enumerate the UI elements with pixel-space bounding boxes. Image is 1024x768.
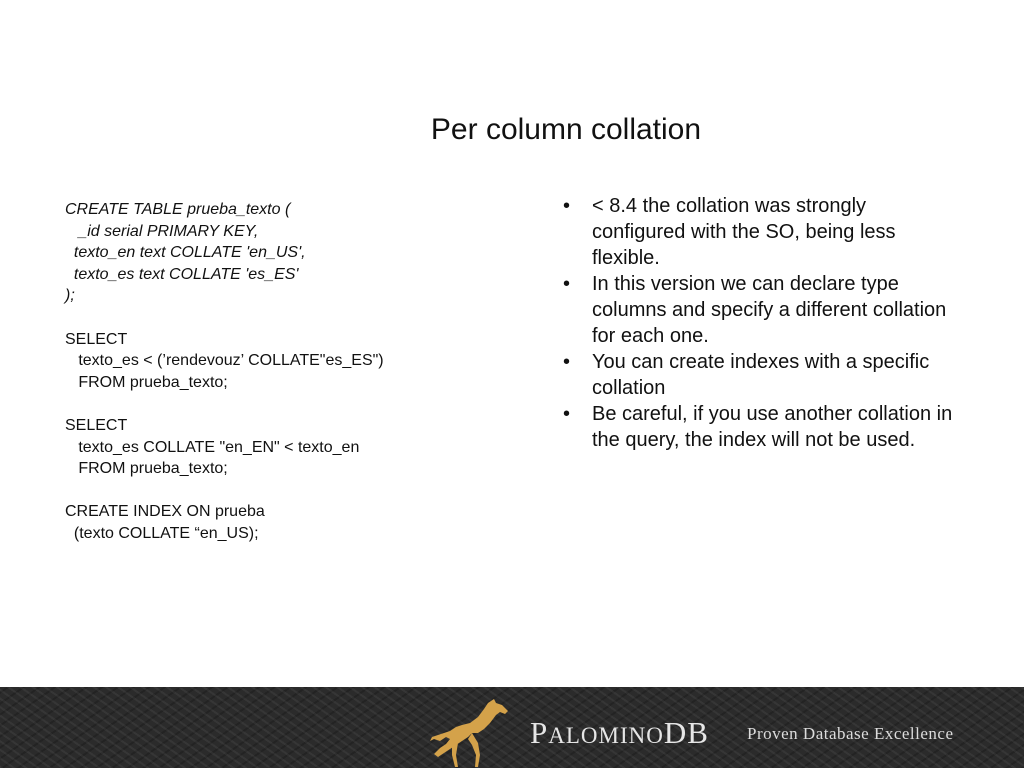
brand-tagline: Proven Database Excellence: [747, 724, 954, 743]
code-line: texto_en text COLLATE 'en_US',: [65, 244, 306, 262]
code-line: (texto COLLATE “en_US);: [65, 524, 259, 542]
bullet-item: [563, 193, 958, 271]
brand-logo-text: [530, 717, 709, 748]
brand-small-caps: ALOMINO: [548, 723, 664, 748]
code-line: texto_es text COLLATE 'es_ES': [65, 265, 299, 283]
bullet-marker: •: [563, 351, 571, 373]
code-line: [65, 480, 505, 502]
code-line: FROM prueba_texto;: [65, 373, 228, 391]
bullet-marker: •: [563, 273, 571, 295]
footer-banner: [0, 687, 1024, 768]
code-line: CREATE INDEX ON prueba: [65, 503, 265, 521]
code-line: SELECT: [65, 330, 128, 348]
bullet-text: Be careful, if you use another collation in the query, the index will not be used.: [592, 403, 953, 451]
code-line: [65, 307, 505, 329]
code-line: _id serial PRIMARY KEY,: [65, 222, 259, 240]
brand-initial: P: [530, 715, 549, 750]
code-block: [65, 199, 505, 545]
horse-icon: [428, 697, 512, 768]
code-line: SELECT: [65, 416, 128, 434]
bullet-list: [563, 193, 958, 453]
code-line: texto_es < (’rendevouz’ COLLATE"es_ES"): [65, 352, 384, 370]
code-line: FROM prueba_texto;: [65, 460, 228, 478]
code-line: CREATE TABLE prueba_texto (: [65, 201, 291, 218]
brand-suffix: DB: [663, 715, 709, 750]
code-line: );: [65, 287, 75, 305]
bullet-item: [563, 349, 958, 401]
code-line: [65, 393, 505, 415]
bullet-item: [563, 271, 958, 349]
bullet-marker: •: [563, 195, 571, 217]
bullet-item: [563, 401, 958, 453]
bullet-marker: •: [563, 403, 571, 425]
slide-title: Per column collation: [430, 113, 702, 146]
bullet-text: In this version we can declare type columns and specify a different collation for each one.: [592, 273, 947, 347]
bullet-text: You can create indexes with a specific collation: [592, 351, 930, 399]
bullet-text: < 8.4 the collation was strongly configured with the SO, being less flexible.: [592, 195, 896, 269]
code-line: texto_es COLLATE "en_EN" < texto_en: [65, 438, 360, 456]
